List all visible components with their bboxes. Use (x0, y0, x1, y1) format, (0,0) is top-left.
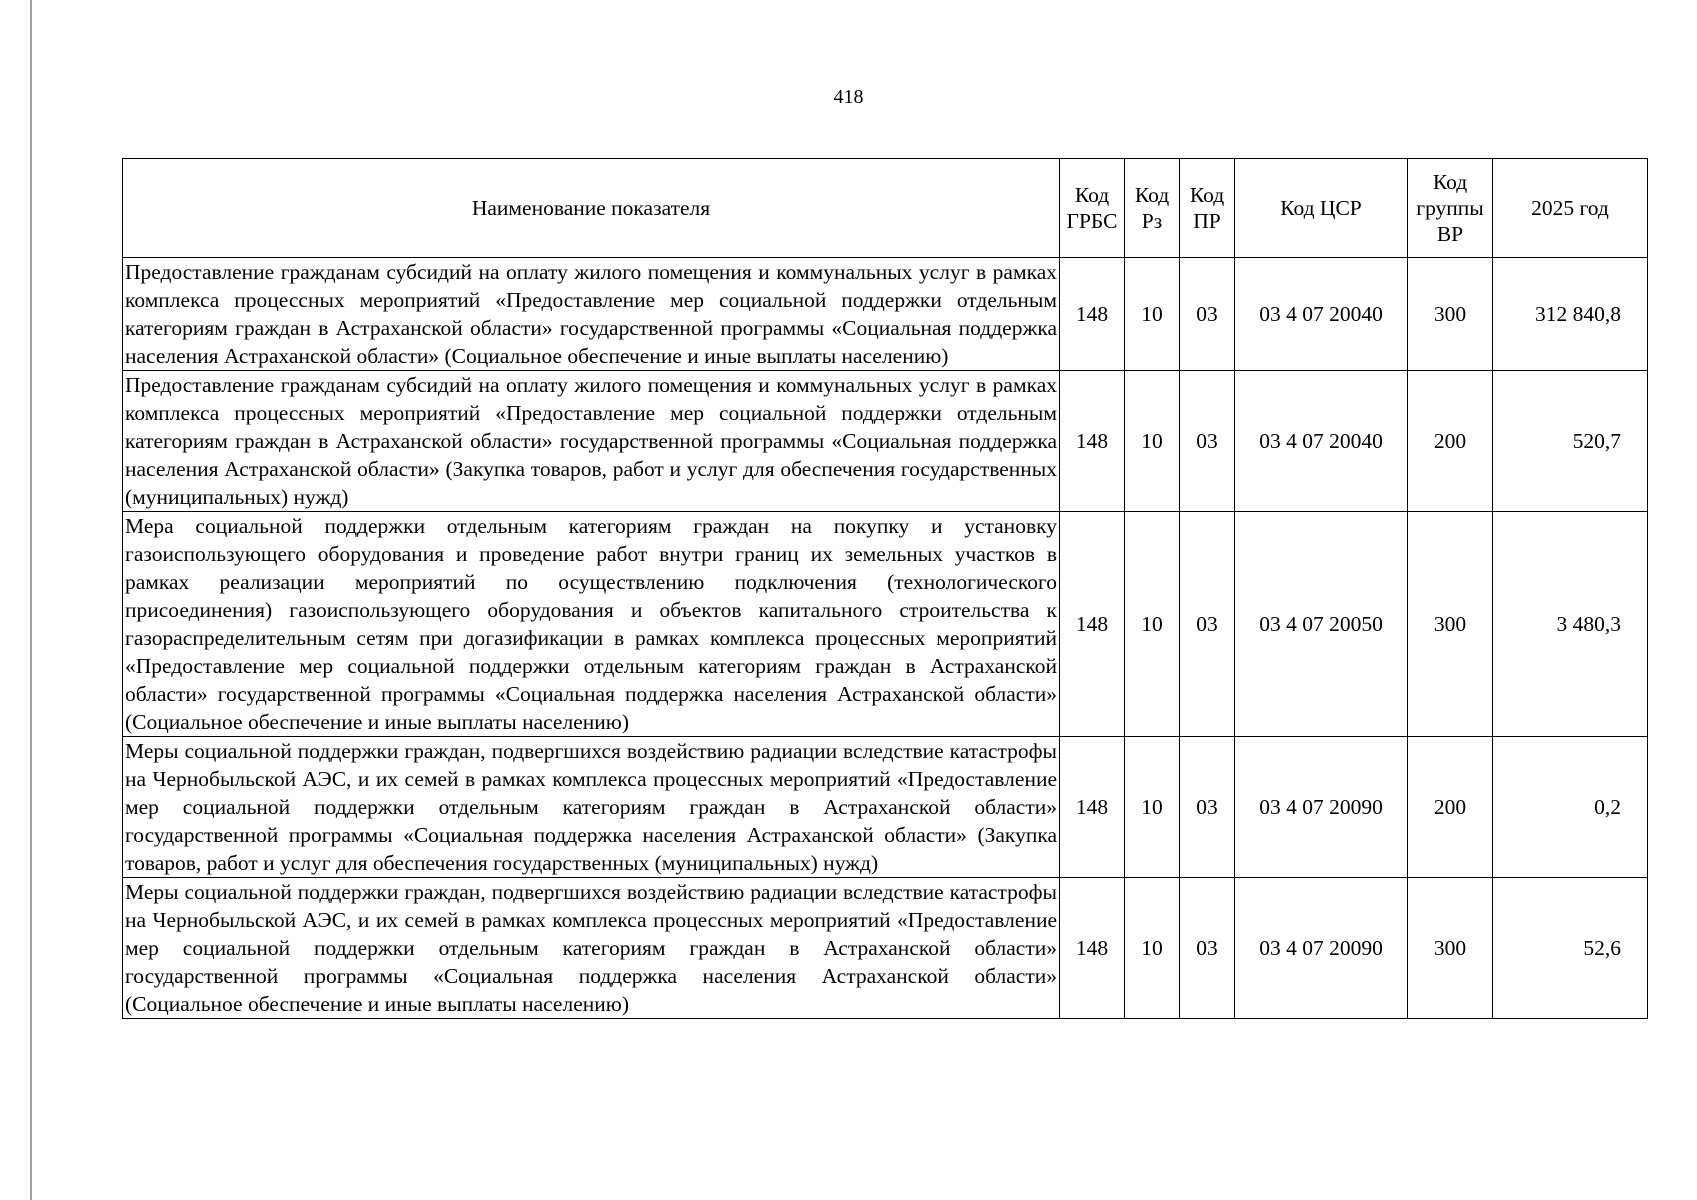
row-vr: 300 (1408, 878, 1493, 1019)
row-rz: 10 (1125, 512, 1180, 737)
row-vr: 300 (1408, 258, 1493, 371)
header-csr: Код ЦСР (1235, 159, 1408, 258)
row-name: Мера социальной поддержки отдельным категориям граждан на покупку и установку газоиспользующего оборудования и проведение работ внутри границ их земельных участков в рамках реализации мероприятий по осуществлению подключения (технологического присоединения) газоиспользующего оборудования и объектов капитального строительства к газораспределительным сетям при догазификации в рамках комплекса процессных мероприятий «Предоставление мер социальной поддержки отдельным категориям граждан в Астраханской области» государственной программы «Социальная поддержка населения Астраханской области» (Социальное обеспечение и иные выплаты населению) (123, 512, 1060, 737)
row-csr: 03 4 07 20050 (1235, 512, 1408, 737)
header-vr: Код группы ВР (1408, 159, 1493, 258)
row-grbs: 148 (1060, 512, 1125, 737)
row-amount: 52,6 (1493, 878, 1648, 1019)
row-amount: 0,2 (1493, 737, 1648, 878)
header-grbs: Код ГРБС (1060, 159, 1125, 258)
row-rz: 10 (1125, 737, 1180, 878)
row-grbs: 148 (1060, 737, 1125, 878)
header-year: 2025 год (1493, 159, 1648, 258)
row-pr: 03 (1180, 371, 1235, 512)
row-pr: 03 (1180, 737, 1235, 878)
row-pr: 03 (1180, 878, 1235, 1019)
page-number: 418 (833, 86, 864, 108)
row-vr: 200 (1408, 737, 1493, 878)
row-amount: 3 480,3 (1493, 512, 1648, 737)
row-grbs: 148 (1060, 371, 1125, 512)
table-row (123, 371, 1648, 512)
row-vr: 300 (1408, 512, 1493, 737)
header-rz: Код Рз (1125, 159, 1180, 258)
table-header-row (123, 159, 1648, 258)
table-row (123, 258, 1648, 371)
row-rz: 10 (1125, 258, 1180, 371)
row-grbs: 148 (1060, 878, 1125, 1019)
row-pr: 03 (1180, 512, 1235, 737)
row-csr: 03 4 07 20040 (1235, 371, 1408, 512)
row-name: Предоставление гражданам субсидий на оплату жилого помещения и коммунальных услуг в рамках комплекса процессных мероприятий «Предоставление мер социальной поддержки отдельным категориям граждан в Астраханской области» государственной программы «Социальная поддержка населения Астраханской области» (Социальное обеспечение и иные выплаты населению) (123, 258, 1060, 371)
row-amount: 312 840,8 (1493, 258, 1648, 371)
row-csr: 03 4 07 20040 (1235, 258, 1408, 371)
table-row (123, 878, 1648, 1019)
budget-table (122, 158, 1648, 1019)
row-pr: 03 (1180, 258, 1235, 371)
row-amount: 520,7 (1493, 371, 1648, 512)
row-name: Предоставление гражданам субсидий на оплату жилого помещения и коммунальных услуг в рамках комплекса процессных мероприятий «Предоставление мер социальной поддержки отдельным категориям граждан в Астраханской области» государственной программы «Социальная поддержка населения Астраханской области» (Закупка товаров, работ и услуг для обеспечения государственных (муниципальных) нужд) (123, 371, 1060, 512)
row-csr: 03 4 07 20090 (1235, 878, 1408, 1019)
row-grbs: 148 (1060, 258, 1125, 371)
table-row (123, 512, 1648, 737)
header-name: Наименование показателя (123, 159, 1060, 258)
row-name: Меры социальной поддержки граждан, подвергшихся воздействию радиации вследствие катастрофы на Чернобыльской АЭС, и их семей в рамках комплекса процессных мероприятий «Предоставление мер социальной поддержки отдельным категориям граждан в Астраханской области» государственной программы «Социальная поддержка населения Астраханской области» (Социальное обеспечение и иные выплаты населению) (123, 878, 1060, 1019)
binding-margin-line (30, 0, 32, 1200)
header-pr: Код ПР (1180, 159, 1235, 258)
table-row (123, 737, 1648, 878)
row-rz: 10 (1125, 878, 1180, 1019)
row-vr: 200 (1408, 371, 1493, 512)
row-csr: 03 4 07 20090 (1235, 737, 1408, 878)
row-rz: 10 (1125, 371, 1180, 512)
row-name: Меры социальной поддержки граждан, подвергшихся воздействию радиации вследствие катастрофы на Чернобыльской АЭС, и их семей в рамках комплекса процессных мероприятий «Предоставление мер социальной поддержки отдельным категориям граждан в Астраханской области» государственной программы «Социальная поддержка населения Астраханской области» (Закупка товаров, работ и услуг для обеспечения государственных (муниципальных) нужд) (123, 737, 1060, 878)
